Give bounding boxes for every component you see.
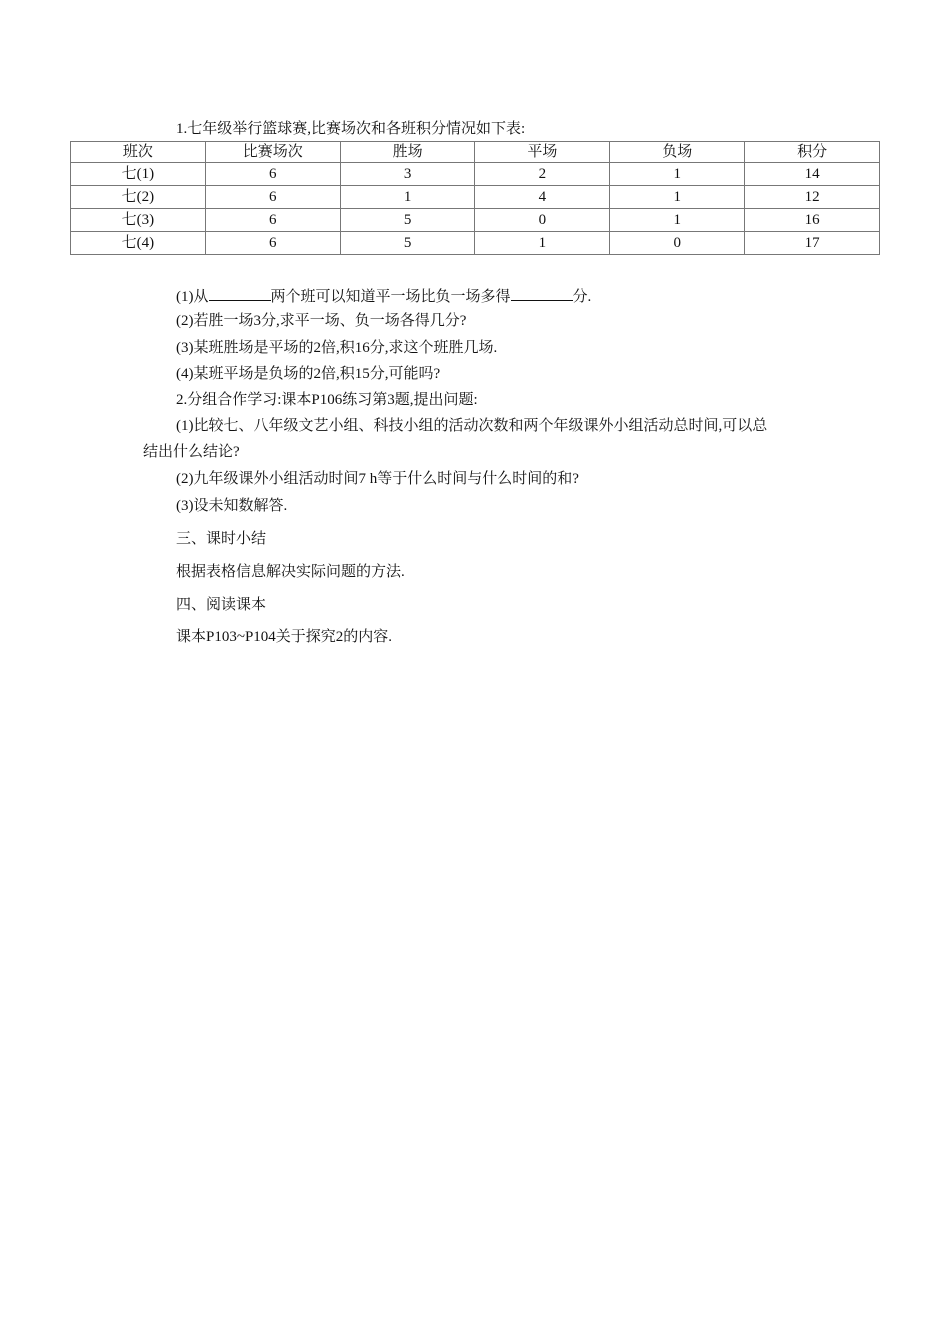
section-3-body: 根据表格信息解决实际问题的方法. — [176, 564, 405, 580]
header-draws: 平场 — [475, 142, 610, 163]
table-row — [71, 209, 880, 232]
score-table — [70, 141, 880, 255]
cell-points: 14 — [745, 163, 880, 186]
cell-losses: 1 — [610, 186, 745, 209]
table-header-row — [71, 142, 880, 163]
header-games: 比赛场次 — [205, 142, 340, 163]
table-row — [71, 232, 880, 255]
cell-points: 16 — [745, 209, 880, 232]
table-row — [71, 163, 880, 186]
cell-wins: 3 — [340, 163, 475, 186]
table-row — [71, 186, 880, 209]
cell-games: 6 — [205, 186, 340, 209]
cell-class: 七(1) — [71, 163, 206, 186]
cell-points: 12 — [745, 186, 880, 209]
cell-wins: 5 — [340, 209, 475, 232]
section-4-body: 课本P103~P104关于探究2的内容. — [176, 629, 393, 645]
answer-blank[interactable] — [511, 285, 573, 301]
cell-draws: 2 — [475, 163, 610, 186]
cell-losses: 0 — [610, 232, 745, 255]
header-wins: 胜场 — [340, 142, 475, 163]
cell-wins: 5 — [340, 232, 475, 255]
question-4: (4)某班平场是负场的2倍,积15分,可能吗? — [176, 366, 441, 382]
question-2: (2)若胜一场3分,求平一场、负一场各得几分? — [176, 313, 467, 329]
task-2-question-1-continued: 结出什么结论? — [143, 444, 240, 460]
cell-class: 七(3) — [71, 209, 206, 232]
cell-games: 6 — [205, 163, 340, 186]
cell-games: 6 — [205, 209, 340, 232]
question-1 — [176, 285, 591, 307]
section-3-title: 三、课时小结 — [176, 531, 267, 547]
answer-blank[interactable] — [209, 285, 271, 301]
task-2-question-3: (3)设未知数解答. — [176, 498, 288, 514]
section-4-title: 四、阅读课本 — [176, 597, 267, 613]
cell-losses: 1 — [610, 209, 745, 232]
header-points: 积分 — [745, 142, 880, 163]
cell-points: 17 — [745, 232, 880, 255]
task-2-intro: 2.分组合作学习:课本P106练习第3题,提出问题: — [176, 392, 478, 408]
question-3: (3)某班胜场是平场的2倍,积16分,求这个班胜几场. — [176, 340, 498, 356]
cell-draws: 4 — [475, 186, 610, 209]
question-1-prefix: (1)从 — [176, 289, 209, 305]
cell-losses: 1 — [610, 163, 745, 186]
question-1-middle: 两个班可以知道平一场比负一场多得 — [270, 289, 511, 305]
header-class: 班次 — [71, 142, 206, 163]
cell-class: 七(4) — [71, 232, 206, 255]
task-2-question-2: (2)九年级课外小组活动时间7 h等于什么时间与什么时间的和? — [176, 471, 579, 487]
cell-draws: 0 — [475, 209, 610, 232]
exercise-intro: 1.七年级举行篮球赛,比赛场次和各班积分情况如下表: — [176, 121, 526, 137]
question-1-suffix: 分. — [572, 289, 592, 305]
cell-wins: 1 — [340, 186, 475, 209]
header-losses: 负场 — [610, 142, 745, 163]
cell-draws: 1 — [475, 232, 610, 255]
cell-games: 6 — [205, 232, 340, 255]
cell-class: 七(2) — [71, 186, 206, 209]
task-2-question-1: (1)比较七、八年级文艺小组、科技小组的活动次数和两个年级课外小组活动总时间,可以总 — [176, 418, 768, 434]
